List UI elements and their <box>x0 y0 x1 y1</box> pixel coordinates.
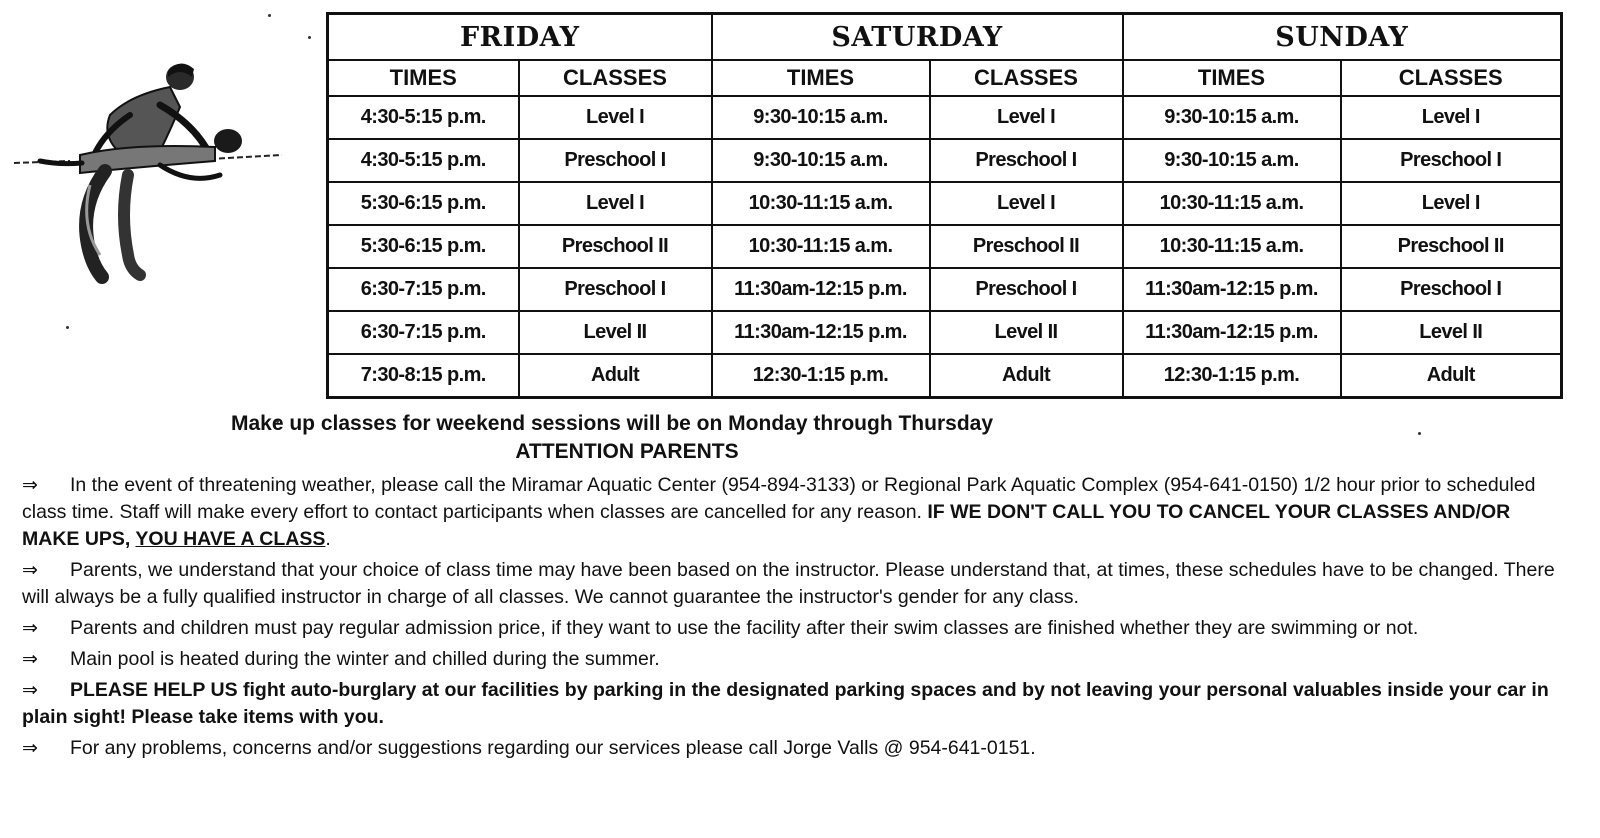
class-cell: Level I <box>930 96 1123 139</box>
attention-parents-heading: ATTENTION PARENTS <box>515 440 739 463</box>
class-cell: Preschool I <box>519 268 712 311</box>
class-cell: Preschool I <box>930 268 1123 311</box>
class-cell: Level I <box>519 96 712 139</box>
weather-text: In the event of threatening weather, please call the Miramar Aquatic Center (954-894-3133) or Regional Park Aquatic Complex (954-641-0150) 1/2 hour prior to scheduled class time. Staff will make every effort to contact participants when classes are cancelled for any reason. <box>22 474 1536 523</box>
class-cell: Level I <box>930 182 1123 225</box>
column-header-times: TIMES <box>328 60 519 96</box>
time-cell: 4:30-5:15 p.m. <box>328 139 519 182</box>
list-item-admission <box>22 615 1562 642</box>
time-cell: 9:30-10:15 a.m. <box>1123 96 1341 139</box>
time-cell: 10:30-11:15 a.m. <box>712 225 930 268</box>
you-have-a-class-underlined: YOU HAVE A CLASS <box>135 528 326 550</box>
double-arrow-icon: ⇒ <box>22 648 38 670</box>
double-arrow-icon: ⇒ <box>22 559 38 581</box>
time-cell: 10:30-11:15 a.m. <box>712 182 930 225</box>
time-cell: 11:30am-12:15 p.m. <box>712 311 930 354</box>
scan-speck <box>66 326 69 329</box>
class-cell: Preschool I <box>1341 139 1562 182</box>
class-cell: Level I <box>1341 182 1562 225</box>
table-row <box>328 225 1562 268</box>
double-arrow-icon: ⇒ <box>22 737 38 759</box>
time-cell: 11:30am-12:15 p.m. <box>712 268 930 311</box>
column-header-times: TIMES <box>1123 60 1341 96</box>
swim-instructor-illustration <box>10 55 290 285</box>
day-header-row <box>328 14 1562 61</box>
day-header-saturday: SATURDAY <box>712 14 1123 61</box>
class-cell: Preschool I <box>930 139 1123 182</box>
table-row <box>328 311 1562 354</box>
column-header-classes: CLASSES <box>519 60 712 96</box>
admission-text: Parents and children must pay regular admission price, if they want to use the facility after their swim classes are finished whether they are swimming or not. <box>70 617 1419 639</box>
column-header-times: TIMES <box>712 60 930 96</box>
scan-speck <box>308 36 311 39</box>
list-item-instructor <box>22 557 1562 611</box>
column-header-row <box>328 60 1562 96</box>
scan-speck <box>268 14 271 17</box>
class-cell: Adult <box>1341 354 1562 398</box>
class-cell: Preschool I <box>1341 268 1562 311</box>
class-schedule-table <box>326 12 1563 399</box>
time-cell: 12:30-1:15 p.m. <box>712 354 930 398</box>
contact-text: For any problems, concerns and/or suggestions regarding our services please call Jorge Valls @ 954-641-0151. <box>70 737 1036 759</box>
column-header-classes: CLASSES <box>1341 60 1562 96</box>
notes-list <box>22 472 1562 762</box>
time-cell: 9:30-10:15 a.m. <box>1123 139 1341 182</box>
weather-warning-bold: IF WE DON'T CALL YOU TO CANCEL YOUR CLASSES AND/OR MAKE UPS, <box>22 501 1511 550</box>
time-cell: 9:30-10:15 a.m. <box>712 139 930 182</box>
class-cell: Level II <box>519 311 712 354</box>
parent-notes-section <box>22 410 1562 766</box>
table-row <box>328 354 1562 398</box>
make-up-classes-notice: Make up classes for weekend sessions will be on Monday through Thursday <box>230 412 994 435</box>
time-cell: 12:30-1:15 p.m. <box>1123 354 1341 398</box>
time-cell: 6:30-7:15 p.m. <box>328 311 519 354</box>
time-cell: 7:30-8:15 p.m. <box>328 354 519 398</box>
pool-text: Main pool is heated during the winter and chilled during the summer. <box>70 648 660 670</box>
time-cell: 6:30-7:15 p.m. <box>328 268 519 311</box>
table-row <box>328 96 1562 139</box>
time-cell: 11:30am-12:15 p.m. <box>1123 268 1341 311</box>
time-cell: 5:30-6:15 p.m. <box>328 225 519 268</box>
class-cell: Preschool II <box>1341 225 1562 268</box>
column-header-classes: CLASSES <box>930 60 1123 96</box>
double-arrow-icon: ⇒ <box>22 679 38 701</box>
instructor-text: Parents, we understand that your choice of class time may have been based on the instructor. Please understand that, at times, these schedules have to be changed. There will always be a fully qualified instructor in charge of all classes. We cannot guarantee the instructor's gender for any class. <box>22 559 1555 608</box>
weather-period: . <box>325 528 331 550</box>
time-cell: 4:30-5:15 p.m. <box>328 96 519 139</box>
class-cell: Adult <box>930 354 1123 398</box>
class-cell: Level I <box>519 182 712 225</box>
burglary-text: PLEASE HELP US fight auto-burglary at our facilities by parking in the designated parking spaces and by not leaving your personal valuables inside your car in plain sight! Please take items with you. <box>22 679 1549 728</box>
time-cell: 11:30am-12:15 p.m. <box>1123 311 1341 354</box>
class-cell: Adult <box>519 354 712 398</box>
class-cell: Level II <box>1341 311 1562 354</box>
double-arrow-icon: ⇒ <box>22 617 38 639</box>
table-row <box>328 268 1562 311</box>
list-item-contact <box>22 735 1562 762</box>
time-cell: 10:30-11:15 a.m. <box>1123 225 1341 268</box>
time-cell: 5:30-6:15 p.m. <box>328 182 519 225</box>
class-cell: Level I <box>1341 96 1562 139</box>
time-cell: 10:30-11:15 a.m. <box>1123 182 1341 225</box>
class-cell: Preschool II <box>930 225 1123 268</box>
day-header-sunday: SUNDAY <box>1123 14 1562 61</box>
table-row <box>328 139 1562 182</box>
time-cell: 9:30-10:15 a.m. <box>712 96 930 139</box>
list-item-pool <box>22 646 1562 673</box>
day-header-friday: FRIDAY <box>328 14 712 61</box>
list-item-burglary <box>22 677 1562 731</box>
list-item-weather <box>22 472 1562 553</box>
class-cell: Level II <box>930 311 1123 354</box>
table-row <box>328 182 1562 225</box>
class-cell: Preschool II <box>519 225 712 268</box>
double-arrow-icon: ⇒ <box>22 474 38 496</box>
class-cell: Preschool I <box>519 139 712 182</box>
